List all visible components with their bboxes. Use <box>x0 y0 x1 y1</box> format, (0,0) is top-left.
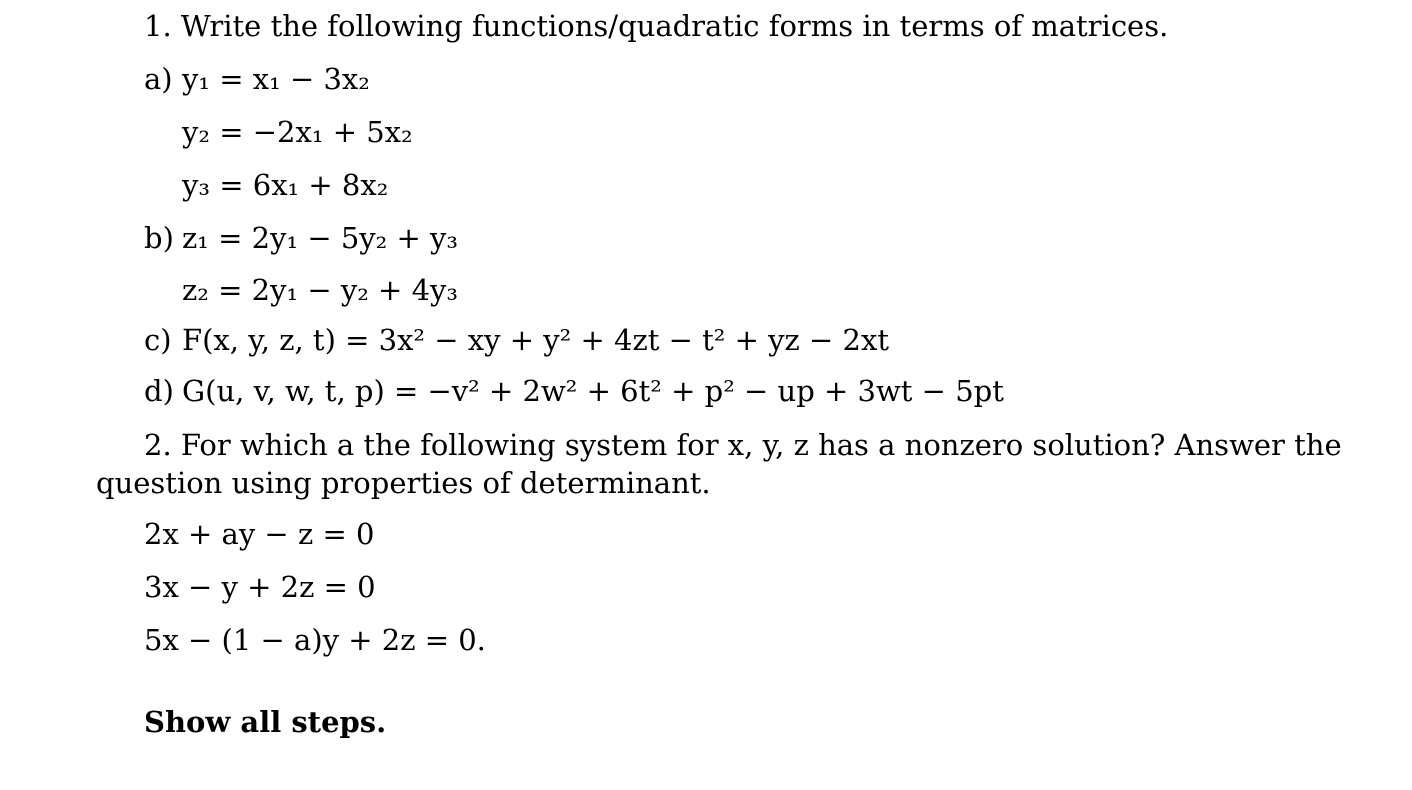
part-d-label: d) <box>144 374 174 408</box>
part-a-equation-3: y₃ = 6x₁ + 8x₂ <box>182 168 389 202</box>
part-a-label: a) <box>144 62 173 96</box>
part-b-equation-1: z₁ = 2y₁ − 5y₂ + y₃ <box>182 221 459 255</box>
system-equation-3: 5x − (1 − a)y + 2z = 0. <box>144 623 486 657</box>
show-all-steps-note: Show all steps. <box>144 705 387 739</box>
part-a-equation-1: y₁ = x₁ − 3x₂ <box>182 62 370 96</box>
system-equation-1: 2x + ay − z = 0 <box>144 517 375 551</box>
problem-2-text: 2. For which a the following system for x, y, z has a nonzero solution? Answer the question using properties of determinant. <box>96 428 1342 500</box>
part-b-equation-2: z₂ = 2y₁ − y₂ + 4y₃ <box>182 273 459 307</box>
part-c-equation: F(x, y, z, t) = 3x² − xy + y² + 4zt − t² + yz − 2xt <box>182 323 889 357</box>
problem-1-heading: 1. Write the following functions/quadratic forms in terms of matrices. <box>144 9 1169 43</box>
part-b-label: b) <box>144 221 174 255</box>
part-c-label: c) <box>144 323 172 357</box>
system-equation-2: 3x − y + 2z = 0 <box>144 570 376 604</box>
part-d-equation: G(u, v, w, t, p) = −v² + 2w² + 6t² + p² − up + 3wt − 5pt <box>182 374 1004 408</box>
part-a-equation-2: y₂ = −2x₁ + 5x₂ <box>182 115 413 149</box>
